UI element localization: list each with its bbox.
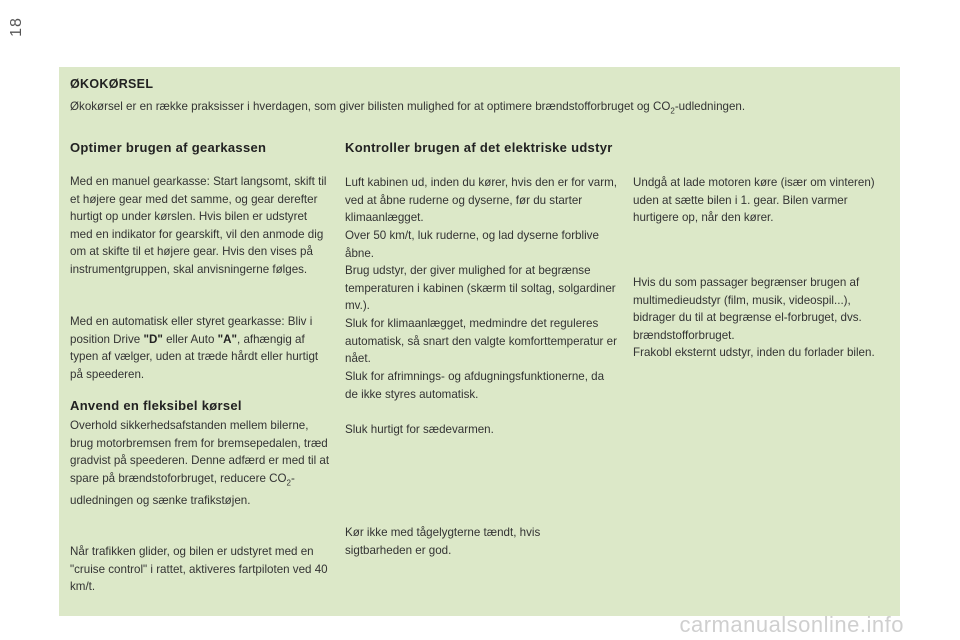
heading-gearbox: Optimer brugen af gearkassen: [70, 140, 267, 155]
drive-label: "D": [143, 332, 163, 346]
paragraph-idle-engine: Undgå at lade motoren køre (især om vinteren) uden at sætte bilen i 1. gear. Bilen varmer hurtigere op, når den kører.: [633, 176, 875, 225]
page-number: 18: [8, 17, 25, 37]
intro-subscript: 2: [670, 106, 675, 116]
intro-text-end: -udledningen.: [674, 100, 746, 113]
paragraph-windows: Over 50 km/t, luk ruderne, og lad dyserne forblive åbne.: [345, 229, 599, 260]
paragraph-fog-lights: Kør ikke med tågelygterne tændt, hvis sigtbarheden er god.: [345, 526, 541, 557]
text: Med en automatisk eller styret gearkasse: Bliv i position Drive: [70, 315, 313, 346]
intro-text: Økokørsel er en række praksisser i hverdagen, som giver bilisten mulighed for at optimere brændstofforbruget og CO: [70, 100, 671, 113]
paragraph-defrost: Sluk for afrimnings- og afdugningsfunktionerne, da de ikke styres automatisk.: [345, 370, 605, 401]
heading-flexible-driving: Anvend en fleksibel kørsel: [70, 398, 242, 413]
paragraph-cruise-control: Når trafikken glider, og bilen er udstyret med en "cruise control" i rattet, aktiveres fartpiloten ved 40 km/t.: [70, 545, 328, 594]
paragraph-automatic-gearbox: [70, 313, 332, 383]
paragraph-air-conditioning: Sluk for klimaanlægget, medmindre det reguleres automatisk, så snart den valgte komforttemperatur er nået.: [345, 317, 617, 366]
section-title: ØKOKØRSEL: [70, 77, 154, 91]
co2-subscript: 2: [286, 478, 291, 488]
text: , afhængig af typen af vælger, uden at træde hårdt eller hurtigt på speederen.: [70, 332, 319, 381]
watermark: carmanualsonline.info: [679, 612, 904, 637]
paragraph-limit-temperature: Brug udstyr, der giver mulighed for at begrænse temperaturen i kabinen (skærm til soltag, solgardiner mv.).: [345, 264, 616, 313]
heading-electrical-equipment: Kontroller brugen af det elektriske udstyr: [345, 140, 613, 155]
paragraph-flexible-driving: [70, 417, 332, 509]
text: eller Auto: [162, 332, 218, 346]
text: -udledningen og sænke trafikstøjen.: [70, 471, 295, 507]
auto-label: "A": [217, 332, 237, 346]
paragraph-seat-heating: Sluk hurtigt for sædevarmen.: [345, 423, 494, 436]
intro-paragraph: [70, 100, 890, 115]
paragraph-ventilate: Luft kabinen ud, inden du kører, hvis den er for varm, ved at åbne ruderne og dyserne, før du starter klimaanlægget.: [345, 176, 617, 225]
text: Overhold sikkerhedsafstanden mellem bilerne, brug motorbremsen frem for bremsepedalen, træd gradvist på speederen. Denne adfærd er med til at spare på brændstoforbruget, reducere CO: [70, 419, 330, 485]
paragraph-external-equipment: Frakobl eksternt udstyr, inden du forlader bilen.: [633, 346, 875, 359]
paragraph-manual-gearbox: Med en manuel gearkasse: Start langsomt, skift til et højere gear med det samme, og gear derefter hurtigt op under kørslen. Hvis bilen er udstyret med en indikator for gearskift, vil den anmode dig om at skifte til et højere gear. Hvis den vises på instrumentgruppen, skal anvisningerne følges.: [70, 175, 327, 276]
paragraph-multimedia: Hvis du som passager begrænser brugen af multimedieudstyr (film, musik, videospil...), bidrager du til at begrænse el-forbruget, dvs. brændstofforbruget.: [633, 276, 862, 342]
